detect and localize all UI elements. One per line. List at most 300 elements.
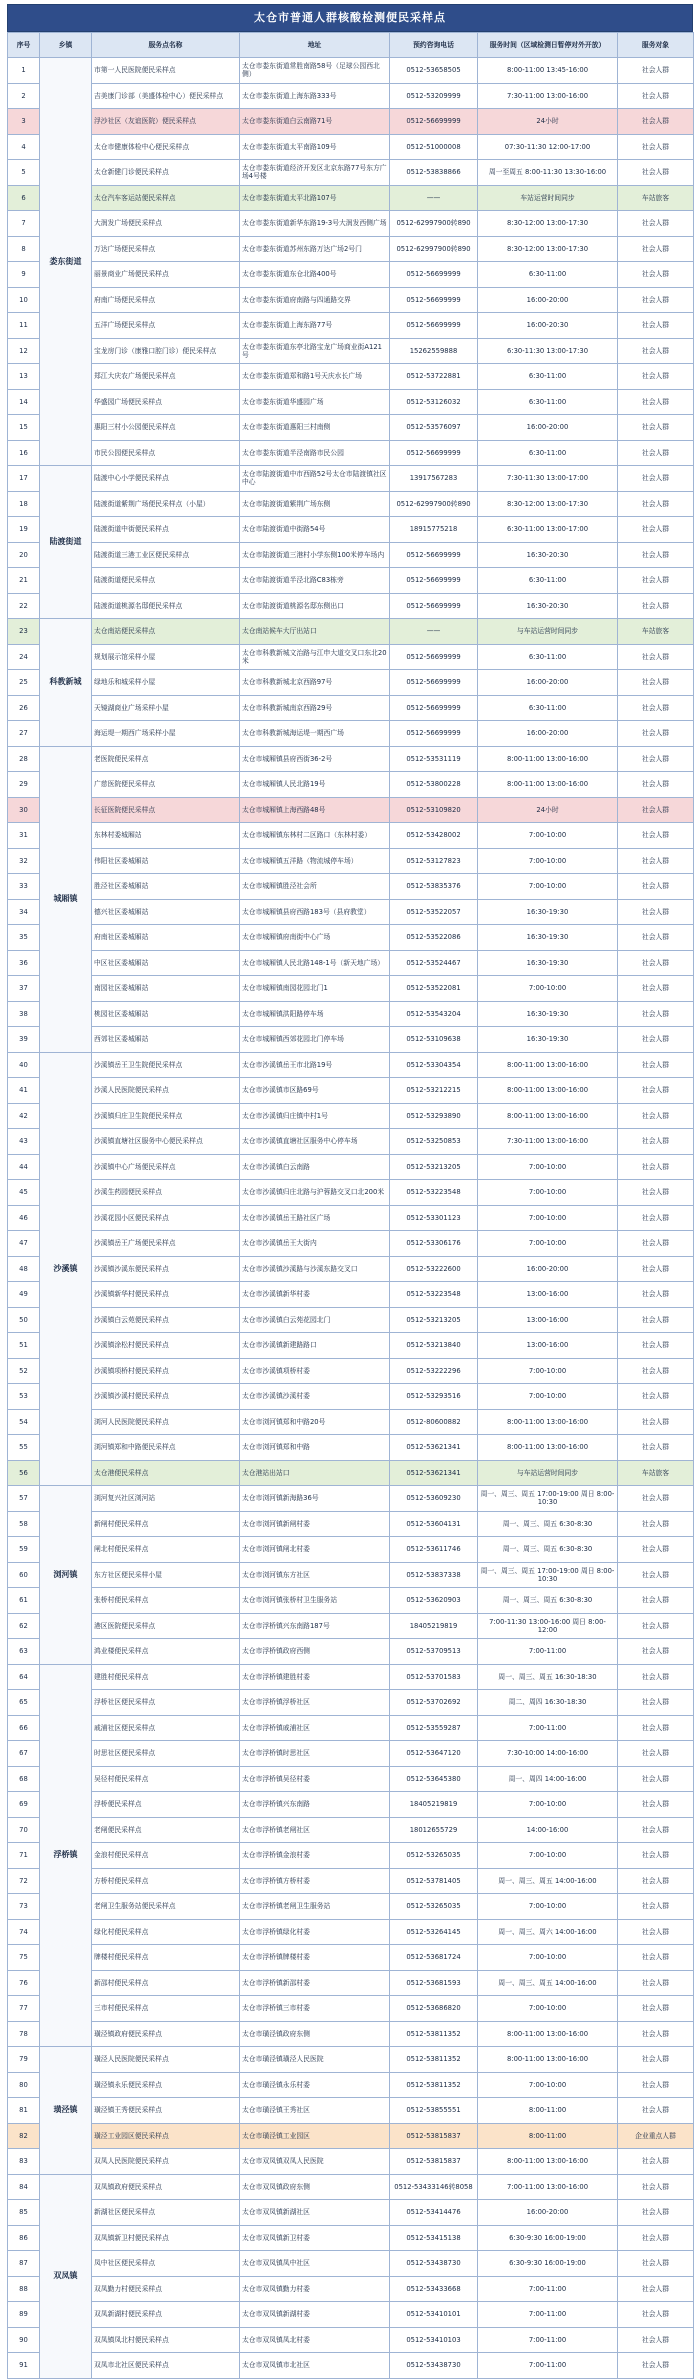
service-time: 7:00-10:00 xyxy=(478,1792,618,1818)
service-point-name: 天镜湖商业广场采样小屋 xyxy=(92,695,240,721)
service-target: 社会人群 xyxy=(618,1894,694,1920)
phone: 0512-53293516 xyxy=(390,1384,478,1410)
town-name: 沙溪镇 xyxy=(40,1052,92,1486)
row-number: 78 xyxy=(8,2021,40,2047)
row-number: 69 xyxy=(8,1792,40,1818)
table-row xyxy=(8,899,694,925)
service-time: 6:30-11:00 xyxy=(478,389,618,415)
phone: 0512-56699999 xyxy=(390,440,478,466)
address: 太仓市城厢镇人民北路148-1号（新天地广场） xyxy=(240,950,390,976)
service-point-name: 府南广场便民采样点 xyxy=(92,287,240,313)
service-time: 8:30-12:00 13:00-17:30 xyxy=(478,236,618,262)
service-target: 社会人群 xyxy=(618,262,694,288)
service-target: 社会人群 xyxy=(618,491,694,517)
service-time: 16:00-20:00 xyxy=(478,1256,618,1282)
phone: 0512-53438730 xyxy=(390,2251,478,2277)
row-number: 47 xyxy=(8,1231,40,1257)
town-name: 浏河镇 xyxy=(40,1486,92,1665)
address: 太仓市双凤镇市北社区 xyxy=(240,2353,390,2379)
phone: 0512-56699999 xyxy=(390,644,478,670)
service-time: 与车站运营时间同步 xyxy=(478,1460,618,1486)
table-row xyxy=(8,976,694,1002)
phone: 0512-53559287 xyxy=(390,1715,478,1741)
service-time: 周一、周三、周五 17:00-19:00 周日 8:00-10:30 xyxy=(478,1486,618,1512)
service-point-name: 太仓港便民采样点 xyxy=(92,1460,240,1486)
address: 太仓市浮桥镇新邵村委 xyxy=(240,1970,390,1996)
service-point-name: 吴径村便民采样点 xyxy=(92,1766,240,1792)
address: 太仓市浏河镇新闸村委 xyxy=(240,1511,390,1537)
address: 太仓市浮桥镇兴东南路 xyxy=(240,1792,390,1818)
table-row xyxy=(8,823,694,849)
row-number: 26 xyxy=(8,695,40,721)
service-target: 社会人群 xyxy=(618,338,694,364)
service-target: 社会人群 xyxy=(618,1205,694,1231)
service-time: 7:00-11:00 13:00-16:00 xyxy=(478,2174,618,2200)
service-time: 7:00-11:00 xyxy=(478,1715,618,1741)
phone: 0512-53621341 xyxy=(390,1460,478,1486)
row-number: 58 xyxy=(8,1511,40,1537)
address: 太仓市浮桥镇吴径村委 xyxy=(240,1766,390,1792)
service-target: 社会人群 xyxy=(618,1843,694,1869)
service-target: 社会人群 xyxy=(618,1001,694,1027)
service-target: 社会人群 xyxy=(618,1078,694,1104)
service-target: 车站旅客 xyxy=(618,185,694,211)
service-target: 社会人群 xyxy=(618,568,694,594)
service-point-name: 绿地乐和城采样小屋 xyxy=(92,670,240,696)
table-row xyxy=(8,1460,694,1486)
service-target: 社会人群 xyxy=(618,746,694,772)
table-row xyxy=(8,670,694,696)
service-target: 社会人群 xyxy=(618,1919,694,1945)
phone: 0512-53686820 xyxy=(390,1996,478,2022)
address: 太仓市城厢镇县府西路183号（县府教堂） xyxy=(240,899,390,925)
row-number: 76 xyxy=(8,1970,40,1996)
service-target: 社会人群 xyxy=(618,2251,694,2277)
row-number: 73 xyxy=(8,1894,40,1920)
service-target: 社会人群 xyxy=(618,1307,694,1333)
service-time: 6:30-11:00 xyxy=(478,644,618,670)
table-row xyxy=(8,160,694,186)
row-number: 67 xyxy=(8,1741,40,1767)
service-target: 社会人群 xyxy=(618,1639,694,1665)
service-target: 社会人群 xyxy=(618,542,694,568)
table-row xyxy=(8,1282,694,1308)
service-point-name: 郑江大庆农广场便民采样点 xyxy=(92,364,240,390)
service-time: 7:00-10:00 xyxy=(478,1358,618,1384)
service-point-name: 老医院便民采样点 xyxy=(92,746,240,772)
row-number: 16 xyxy=(8,440,40,466)
phone: 0512-53855551 xyxy=(390,2098,478,2124)
service-point-name: 中区社区委城厢站 xyxy=(92,950,240,976)
table-row xyxy=(8,211,694,237)
phone: 0512-56699999 xyxy=(390,287,478,313)
service-time: 7:00-10:00 xyxy=(478,848,618,874)
table-row xyxy=(8,2021,694,2047)
service-time: 16:30-20:30 xyxy=(478,542,618,568)
row-number: 23 xyxy=(8,619,40,645)
service-point-name: 新邵村便民采样点 xyxy=(92,1970,240,1996)
service-point-name: 陆渡街道桃源名邸便民采样点 xyxy=(92,593,240,619)
phone: 0512-53522081 xyxy=(390,976,478,1002)
town-name: 娄东街道 xyxy=(40,58,92,466)
service-time: 8:00-11:00 13:00-16:00 xyxy=(478,1409,618,1435)
address: 太仓市双凤镇政府东侧 xyxy=(240,2174,390,2200)
service-time: 周一、周三、周五 6:30-8:30 xyxy=(478,1537,618,1563)
phone: 18012655729 xyxy=(390,1817,478,1843)
table-row xyxy=(8,1919,694,1945)
service-point-name: 丽景商业广场便民采样点 xyxy=(92,262,240,288)
service-time: 8:00-11:00 13:00-16:00 xyxy=(478,746,618,772)
service-point-name: 沙溪镇项桥村便民采样点 xyxy=(92,1358,240,1384)
service-point-name: 万达广场便民采样点 xyxy=(92,236,240,262)
address: 太仓市沙溪镇市区路69号 xyxy=(240,1078,390,1104)
row-number: 83 xyxy=(8,2149,40,2175)
table-row xyxy=(8,1741,694,1767)
service-target: 车站旅客 xyxy=(618,1460,694,1486)
service-point-name: 府南社区委城厢站 xyxy=(92,925,240,951)
table-row xyxy=(8,1843,694,1869)
service-point-name: 太仓南站便民采样点 xyxy=(92,619,240,645)
service-target: 社会人群 xyxy=(618,772,694,798)
service-time: 8:30-12:00 13:00-17:30 xyxy=(478,211,618,237)
service-point-name: 绿化村便民采样点 xyxy=(92,1919,240,1945)
table-row xyxy=(8,415,694,441)
phone: 0512-53647120 xyxy=(390,1741,478,1767)
row-number: 46 xyxy=(8,1205,40,1231)
table-row xyxy=(8,2251,694,2277)
service-target: 社会人群 xyxy=(618,1282,694,1308)
service-point-name: 沙溪镇白云苑便民采样点 xyxy=(92,1307,240,1333)
service-target: 社会人群 xyxy=(618,2149,694,2175)
row-number: 11 xyxy=(8,313,40,339)
service-point-name: 沙溪镇直塘社区服务中心便民采样点 xyxy=(92,1129,240,1155)
address: 太仓市双凤镇凤中社区 xyxy=(240,2251,390,2277)
row-number: 89 xyxy=(8,2302,40,2328)
phone: 0512-53811352 xyxy=(390,2047,478,2073)
phone: 0512-53109638 xyxy=(390,1027,478,1053)
phone: 0512-51000008 xyxy=(390,134,478,160)
phone: 0512-53433146转8058 xyxy=(390,2174,478,2200)
row-number: 25 xyxy=(8,670,40,696)
table-row xyxy=(8,1409,694,1435)
service-point-name: 璜泾工业园区便民采样点 xyxy=(92,2123,240,2149)
service-time: 8:00-11:00 13:00-16:00 xyxy=(478,1052,618,1078)
row-number: 65 xyxy=(8,1690,40,1716)
service-point-name: 建胜村便民采样点 xyxy=(92,1664,240,1690)
service-target: 社会人群 xyxy=(618,415,694,441)
phone: 18405219819 xyxy=(390,1792,478,1818)
table-row xyxy=(8,2302,694,2328)
service-target: 社会人群 xyxy=(618,83,694,109)
row-number: 68 xyxy=(8,1766,40,1792)
service-time: 16:00-20:00 xyxy=(478,287,618,313)
row-number: 66 xyxy=(8,1715,40,1741)
row-number: 13 xyxy=(8,364,40,390)
service-point-name: 戚浦社区便民采样点 xyxy=(92,1715,240,1741)
table-row xyxy=(8,1052,694,1078)
service-target: 社会人群 xyxy=(618,899,694,925)
service-target: 社会人群 xyxy=(618,976,694,1002)
service-point-name: 鸿业楼便民采样点 xyxy=(92,1639,240,1665)
row-number: 36 xyxy=(8,950,40,976)
phone: 0512-53722881 xyxy=(390,364,478,390)
row-number: 33 xyxy=(8,874,40,900)
service-point-name: 陆渡街道三港工业区便民采样点 xyxy=(92,542,240,568)
row-number: 8 xyxy=(8,236,40,262)
table-row xyxy=(8,1027,694,1053)
service-target: 社会人群 xyxy=(618,2276,694,2302)
phone: 0512-53681724 xyxy=(390,1945,478,1971)
table-row xyxy=(8,466,694,492)
phone: 0512-53433668 xyxy=(390,2276,478,2302)
service-time: 7:00-10:00 xyxy=(478,1894,618,1920)
service-target: 社会人群 xyxy=(618,1027,694,1053)
service-time: 7:00-11:00 xyxy=(478,2276,618,2302)
phone: 0512-53209999 xyxy=(390,83,478,109)
table-row xyxy=(8,2149,694,2175)
phone: 0512-53293890 xyxy=(390,1103,478,1129)
service-time: 7:00-11:00 xyxy=(478,1639,618,1665)
row-number: 15 xyxy=(8,415,40,441)
service-time: 7:00-10:00 xyxy=(478,1843,618,1869)
service-target: 社会人群 xyxy=(618,1409,694,1435)
service-point-name: 惠阳三村小公园便民采样点 xyxy=(92,415,240,441)
address: 太仓市城厢镇上海西路48号 xyxy=(240,797,390,823)
service-point-name: 西郊社区委城厢站 xyxy=(92,1027,240,1053)
service-time: 8:00-11:00 13:00-16:00 xyxy=(478,1435,618,1461)
address: 太仓市双凤镇凤北村委 xyxy=(240,2327,390,2353)
service-point-name: 胜泾社区委城厢站 xyxy=(92,874,240,900)
service-point-name: 双凤人民医院便民采样点 xyxy=(92,2149,240,2175)
phone: 0512-53815837 xyxy=(390,2149,478,2175)
table-row xyxy=(8,542,694,568)
service-target: 社会人群 xyxy=(618,593,694,619)
service-time: 6:30-9:30 16:00-19:00 xyxy=(478,2225,618,2251)
address: 太仓市浮桥镇方桥村委 xyxy=(240,1868,390,1894)
row-number: 7 xyxy=(8,211,40,237)
row-number: 61 xyxy=(8,1588,40,1614)
service-time: 8:00-11:00 13:45-16:00 xyxy=(478,58,618,84)
address: 太仓市浏河镇闸北村委 xyxy=(240,1537,390,1563)
address: 太仓市城厢镇胜泾社会所 xyxy=(240,874,390,900)
service-point-name: 老闸便民采样点 xyxy=(92,1817,240,1843)
service-target: 社会人群 xyxy=(618,2021,694,2047)
service-point-name: 沙溪镇涂松村便民采样点 xyxy=(92,1333,240,1359)
row-number: 22 xyxy=(8,593,40,619)
row-number: 35 xyxy=(8,925,40,951)
service-time: 8:00-11:00 13:00-16:00 xyxy=(478,2149,618,2175)
address: 太仓市娄东街道半泾南路市民公园 xyxy=(240,440,390,466)
service-target: 社会人群 xyxy=(618,1588,694,1614)
service-time: 8:00-11:00 13:00-16:00 xyxy=(478,772,618,798)
phone: 0512-53522086 xyxy=(390,925,478,951)
service-point-name: 张桥村便民采样点 xyxy=(92,1588,240,1614)
row-number: 20 xyxy=(8,542,40,568)
service-point-name: 市民公园便民采样点 xyxy=(92,440,240,466)
service-target: 社会人群 xyxy=(618,1817,694,1843)
table-row xyxy=(8,1970,694,1996)
service-point-name: 沙溪镇归庄卫生院便民采样点 xyxy=(92,1103,240,1129)
table-row xyxy=(8,1001,694,1027)
table-row xyxy=(8,287,694,313)
address: 太仓港站出站口 xyxy=(240,1460,390,1486)
table-row xyxy=(8,925,694,951)
service-target: 社会人群 xyxy=(618,797,694,823)
address: 太仓市沙溪镇新建路路口 xyxy=(240,1333,390,1359)
service-time: 7:30-11:30 13:00-17:00 xyxy=(478,466,618,492)
address: 太仓市璜泾镇政府东侧 xyxy=(240,2021,390,2047)
service-target: 社会人群 xyxy=(618,2302,694,2328)
service-target: 社会人群 xyxy=(618,109,694,135)
address: 太仓市娄东街道常胜南路58号（足球公园西北侧） xyxy=(240,58,390,84)
row-number: 28 xyxy=(8,746,40,772)
service-point-name: 广慈医院便民采样点 xyxy=(92,772,240,798)
row-number: 6 xyxy=(8,185,40,211)
service-point-name: 陆渡街道便民采样点 xyxy=(92,568,240,594)
row-number: 57 xyxy=(8,1486,40,1512)
service-target: 社会人群 xyxy=(618,1996,694,2022)
service-time: 8:00-11:00 13:00-16:00 xyxy=(478,2021,618,2047)
address: 太仓市城厢镇人民北路19号 xyxy=(240,772,390,798)
service-time: 6:30-11:00 xyxy=(478,440,618,466)
service-time: 14:00-16:00 xyxy=(478,1817,618,1843)
address: 太仓市浏河镇郑和中路 xyxy=(240,1435,390,1461)
phone: 0512-53524467 xyxy=(390,950,478,976)
row-number: 32 xyxy=(8,848,40,874)
service-time: 6:30-11:00 xyxy=(478,568,618,594)
phone: 0512-53522057 xyxy=(390,899,478,925)
phone: 0512-56699999 xyxy=(390,262,478,288)
table-header-row xyxy=(8,33,694,58)
row-number: 37 xyxy=(8,976,40,1002)
table-row xyxy=(8,1486,694,1512)
table-row xyxy=(8,1588,694,1614)
service-time: 与车站运营时间同步 xyxy=(478,619,618,645)
table-row xyxy=(8,721,694,747)
service-point-name: 伟阳社区委城厢站 xyxy=(92,848,240,874)
service-point-name: 璜泾镇永乐便民采样点 xyxy=(92,2072,240,2098)
service-point-name: 规划展示馆采样小屋 xyxy=(92,644,240,670)
service-time: 7:30-11:00 13:00-16:00 xyxy=(478,1129,618,1155)
phone: 0512-53213205 xyxy=(390,1154,478,1180)
phone: 0512-53781405 xyxy=(390,1868,478,1894)
service-time: 8:00-11:00 xyxy=(478,2123,618,2149)
service-point-name: 双凤勤力村便民采样点 xyxy=(92,2276,240,2302)
address: 太仓市沙溪镇新华村委 xyxy=(240,1282,390,1308)
header-name: 服务点名称 xyxy=(92,33,240,58)
service-point-name: 双凤镇凤北村便民采样点 xyxy=(92,2327,240,2353)
service-time: 周二、周四 16:30-18:30 xyxy=(478,1690,618,1716)
phone: 0512-62997900转890 xyxy=(390,491,478,517)
service-time: 7:00-10:00 xyxy=(478,2072,618,2098)
address: 太仓市娄东街道华盛园广场 xyxy=(240,389,390,415)
service-point-name: 沙溪镇沙溪东便民采样点 xyxy=(92,1256,240,1282)
row-number: 85 xyxy=(8,2200,40,2226)
table-row xyxy=(8,2047,694,2073)
service-time: 8:00-11:00 13:00-16:00 xyxy=(478,2047,618,2073)
service-target: 社会人群 xyxy=(618,1970,694,1996)
service-time: 13:00-16:00 xyxy=(478,1333,618,1359)
service-point-name: 沙溪人民医院便民采样点 xyxy=(92,1078,240,1104)
service-target: 社会人群 xyxy=(618,2225,694,2251)
service-point-name: 太仓市健康体检中心便民采样点 xyxy=(92,134,240,160)
service-target: 社会人群 xyxy=(618,466,694,492)
phone: 0512-56699999 xyxy=(390,721,478,747)
address: 太仓市浮桥镇建胜村委 xyxy=(240,1664,390,1690)
phone: 0512-53438730 xyxy=(390,2353,478,2379)
row-number: 41 xyxy=(8,1078,40,1104)
address: 太仓市璜泾镇王秀社区 xyxy=(240,2098,390,2124)
table-row xyxy=(8,1384,694,1410)
header-address: 地址 xyxy=(240,33,390,58)
service-point-name: 太仓新健门诊便民采样点 xyxy=(92,160,240,186)
service-time: 周一、周三、周五 6:30-8:30 xyxy=(478,1588,618,1614)
phone: 0512-53222600 xyxy=(390,1256,478,1282)
address: 太仓市娄东街道东仓北路400号 xyxy=(240,262,390,288)
table-row xyxy=(8,1868,694,1894)
service-target: 社会人群 xyxy=(618,1256,694,1282)
service-target: 社会人群 xyxy=(618,695,694,721)
row-number: 81 xyxy=(8,2098,40,2124)
town-name: 科教新城 xyxy=(40,619,92,747)
phone: 0512-53811352 xyxy=(390,2021,478,2047)
service-point-name: 璜泾镇政府便民采样点 xyxy=(92,2021,240,2047)
service-target: 社会人群 xyxy=(618,1486,694,1512)
phone: 0512-53414476 xyxy=(390,2200,478,2226)
service-time: 16:30-19:30 xyxy=(478,925,618,951)
service-point-name: 陆渡中心小学便民采样点 xyxy=(92,466,240,492)
service-point-name: 沙溪镇岳王卫生院便民采样点 xyxy=(92,1052,240,1078)
table-row xyxy=(8,109,694,135)
row-number: 75 xyxy=(8,1945,40,1971)
service-target: 社会人群 xyxy=(618,721,694,747)
table-row xyxy=(8,134,694,160)
phone: 0512-53835376 xyxy=(390,874,478,900)
service-target: 社会人群 xyxy=(618,1154,694,1180)
phone: 0512-53658505 xyxy=(390,58,478,84)
service-target: 社会人群 xyxy=(618,211,694,237)
table-row xyxy=(8,262,694,288)
table-row xyxy=(8,1792,694,1818)
address: 太仓市浏河镇张桥村卫生服务站 xyxy=(240,1588,390,1614)
row-number: 3 xyxy=(8,109,40,135)
service-target: 社会人群 xyxy=(618,364,694,390)
row-number: 2 xyxy=(8,83,40,109)
service-target: 社会人群 xyxy=(618,874,694,900)
row-number: 10 xyxy=(8,287,40,313)
service-time: 16:00-20:00 xyxy=(478,670,618,696)
row-number: 1 xyxy=(8,58,40,84)
address: 太仓市城厢镇西郊花园北门停车场 xyxy=(240,1027,390,1053)
phone: 0512-53223548 xyxy=(390,1180,478,1206)
service-time: 6:30-11:00 xyxy=(478,364,618,390)
service-target: 社会人群 xyxy=(618,1741,694,1767)
table-row xyxy=(8,389,694,415)
document-title: 太仓市普通人群核酸检测便民采样点 xyxy=(7,4,693,32)
table-row xyxy=(8,2098,694,2124)
table-row xyxy=(8,440,694,466)
service-point-name: 东方社区便民采样小屋 xyxy=(92,1562,240,1588)
row-number: 53 xyxy=(8,1384,40,1410)
phone: 0512-53250853 xyxy=(390,1129,478,1155)
service-time: 24小时 xyxy=(478,109,618,135)
table-row xyxy=(8,1180,694,1206)
table-row xyxy=(8,1945,694,1971)
service-time: 8:00-11:00 13:00-16:00 xyxy=(478,1078,618,1104)
address: 太仓市浏河镇新海路36号 xyxy=(240,1486,390,1512)
table-row xyxy=(8,797,694,823)
service-target: 社会人群 xyxy=(618,1435,694,1461)
